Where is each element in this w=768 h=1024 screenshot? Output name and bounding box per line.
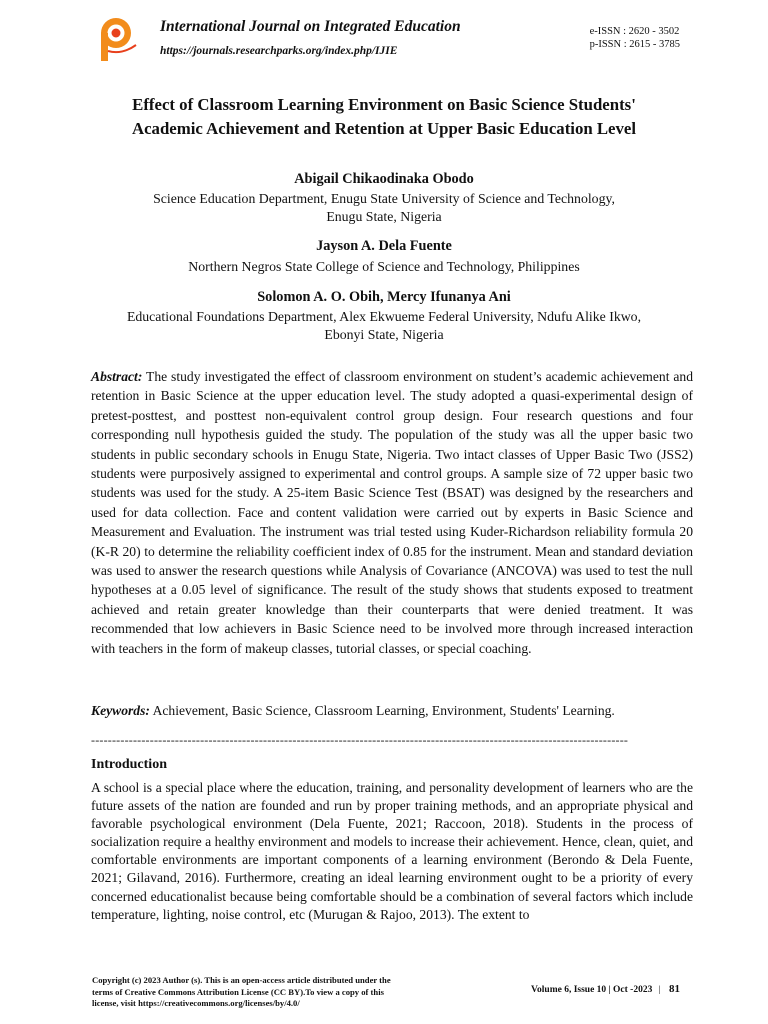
section-heading-introduction: Introduction: [91, 757, 167, 772]
keywords-section: [91, 703, 693, 719]
copyright-line: license, visit https://creativecommons.org/licenses/by/4.0/: [92, 998, 300, 1008]
introduction-paragraph: A school is a special place where the education, training, and personality development of learners who are the future assets of the nation are founded and run by proper training methods, and an appropriate physical and favorable psychological environment (Dela Fuente, 2021; Raccoon, 2018). Students in the process of socialization require a healthy environment and models to increase their achievement. Hence, clean, quiet, and comfortable environments are important components of a learning environment (Berondo & Dela Fuente, 2021; Gilavand, 2016). Furthermore, creating an ideal learning environment ought to be a priority of every concerned educationalist because being comfortable should be a combination of several factors which include temperature, lighting, noise control, etc (Murugan & Rajoo, 2013). The extent to: [91, 780, 693, 922]
page-number: 81: [669, 983, 680, 995]
affiliation-line: Northern Negros State College of Science and Technology, Philippines: [188, 259, 580, 274]
author-affiliation: [60, 308, 708, 344]
journal-title: International Journal on Integrated Education: [160, 18, 461, 35]
volume-info: [531, 983, 680, 995]
keywords-label: Keywords:: [91, 703, 150, 718]
affiliation-line: Ebonyi State, Nigeria: [324, 327, 444, 342]
affiliation-line: Educational Foundations Department, Alex Ekwueme Federal University, Ndufu Alike Ikwo,: [126, 309, 642, 324]
affiliation-line: Enugu State, Nigeria: [326, 209, 442, 224]
abstract-label: Abstract:: [91, 369, 143, 384]
abstract-text: The study investigated the effect of classroom environment on student’s academic achievement and retention in Basic Science at the upper education level. The study adopted a quasi-experimental design of pretest-posttest, and posttest non-equivalent control group design. Four research questions and four corresponding null hypothesis guided the study. The population of the study was all the upper basic two students in public secondary schools in Enugu State, Nigeria. Two intact classes of Upper Basic Two (JSS2) students were purposively assigned to experimental and control groups. A sample size of 72 upper basic two students was used for the study. A 25-item Basic Science Test (BSAT) was designed by the researchers and used for data collection. Face and content validation were carried out by experts in Basic Science and Measurement and Evaluation. The instrument was trial tested using Kuder-Richardson reliability formula 20 (K-R 20) to determine the reliability coefficient index of 0.85 for the instrument. Mean and standard deviation was used to answer the research questions while Analysis of Covariance (ANCOVA) was used to test the null hypotheses at a 0.05 level of significance. The result of the study shows that students exposed to treatment achieved and retain greater knowledge than their counterparts that were denied treatment. It was recommended that low achievers in Basic Science need to be involved more through increased interaction with teachers in the form of makeup classes, tutorial classes, or special coaching.: [91, 369, 693, 656]
copyright-notice: [92, 975, 472, 1010]
affiliation-line: Science Education Department, Enugu State University of Science and Technology,: [153, 191, 615, 206]
author-affiliation: [60, 190, 708, 226]
author-affiliation: [60, 258, 708, 276]
journal-url-link[interactable]: https://journals.researchparks.org/index.php/IJIE: [160, 45, 398, 57]
eissn-text: e-ISSN : 2620 - 3502: [589, 26, 680, 37]
copyright-line: Copyright (c) 2023 Author (s). This is an open-access article distributed under the: [92, 975, 391, 985]
copyright-line: terms of Creative Commons Attribution License (CC BY).To view a copy of this: [92, 986, 384, 997]
paper-title-line-1: Effect of Classroom Learning Environment on Basic Science Students': [132, 95, 636, 114]
paper-title-line-2: Academic Achievement and Retention at Upper Basic Education Level: [131, 119, 637, 138]
author-name: Abigail Chikaodinaka Obodo: [294, 171, 474, 187]
author-name: Solomon A. O. Obih, Mercy Ifunanya Ani: [257, 289, 511, 305]
paper-title: [70, 93, 698, 141]
issn-block: [590, 25, 680, 51]
volume-issue-text: Volume 6, Issue 10 | Oct -2023: [531, 985, 653, 995]
footer-separator: |: [658, 985, 661, 995]
dashed-separator: --------------------------------------------------------------------------------------------------------------------------------: [91, 733, 629, 747]
pissn-text: p-ISSN : 2615 - 3785: [589, 39, 680, 50]
abstract-section: [91, 367, 693, 658]
keywords-text: Achievement, Basic Science, Classroom Learning, Environment, Students' Learning.: [152, 703, 615, 718]
research-parks-logo-icon: [96, 15, 140, 63]
author-name: Jayson A. Dela Fuente: [316, 238, 452, 254]
